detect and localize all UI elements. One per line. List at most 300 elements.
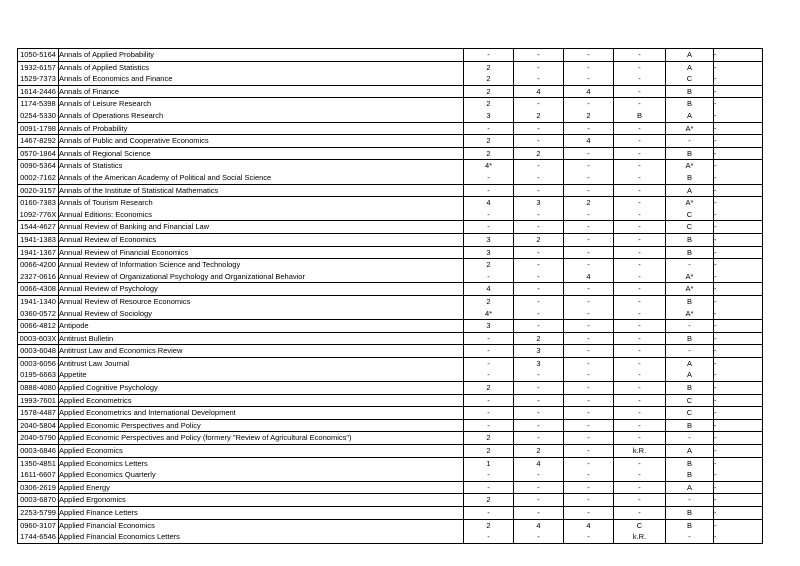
rating-cell: - bbox=[714, 320, 763, 333]
rating-cell: A* bbox=[666, 197, 714, 209]
table-row bbox=[18, 320, 763, 333]
rating-cell: - bbox=[564, 506, 614, 519]
rating-cell: 3 bbox=[464, 233, 514, 246]
rating-cell: 2 bbox=[464, 432, 514, 445]
rating-cell: - bbox=[614, 73, 666, 85]
rating-cell: 3 bbox=[464, 320, 514, 333]
rating-cell: - bbox=[564, 481, 614, 494]
issn-cell: 0160-7383 bbox=[20, 198, 56, 208]
journal-name-cell: Annual Review of Banking and Financial Law bbox=[59, 221, 464, 234]
rating-cell: 2 bbox=[464, 147, 514, 160]
rating-cell: - bbox=[564, 394, 614, 407]
rating-cell: - bbox=[564, 357, 614, 369]
rating-cell: - bbox=[514, 209, 564, 221]
journal-name-cell: Applied Cognitive Psychology bbox=[59, 382, 464, 395]
rating-cell: - bbox=[614, 98, 666, 110]
rating-cell: - bbox=[564, 332, 614, 345]
journal-name-cell: Annual Review of Psychology bbox=[59, 283, 464, 296]
rating-cell: B bbox=[666, 85, 714, 98]
rating-cell: - bbox=[614, 457, 666, 469]
rating-cell: - bbox=[614, 407, 666, 420]
rating-cell: B bbox=[666, 147, 714, 160]
journal-name-cell: Annals of Operations Research bbox=[59, 110, 464, 122]
issn-cell: 0066-4812 bbox=[18, 320, 59, 333]
table-row bbox=[18, 494, 763, 507]
rating-cell: C bbox=[614, 519, 666, 531]
rating-cell: - bbox=[564, 61, 614, 73]
issn-cell: 1092-776X bbox=[18, 209, 59, 221]
issn-cell: 1578-4487 bbox=[18, 407, 59, 420]
table-row bbox=[18, 345, 763, 358]
rating-cell: 2 bbox=[464, 259, 514, 271]
rating-cell: - bbox=[614, 147, 666, 160]
rating-cell: - bbox=[564, 531, 614, 543]
rating-cell: - bbox=[614, 506, 666, 519]
rating-cell: - bbox=[464, 49, 514, 62]
table-row bbox=[18, 283, 763, 296]
rating-cell: k.R. bbox=[614, 531, 666, 543]
rating-cell: - bbox=[514, 49, 564, 62]
table-row bbox=[18, 481, 763, 494]
journal-name-cell: Annals of Applied Probability bbox=[59, 49, 464, 62]
rating-cell: A bbox=[666, 369, 714, 381]
rating-cell: - bbox=[514, 61, 564, 73]
rating-cell: - bbox=[714, 369, 763, 381]
journal-name-cell: Applied Economic Perspectives and Policy (formery "Review of Agricultural Economics") bbox=[59, 432, 464, 445]
rating-cell: 4 bbox=[514, 457, 564, 469]
rating-cell: - bbox=[714, 432, 763, 445]
rating-cell: A bbox=[666, 184, 714, 197]
rating-cell: - bbox=[666, 320, 714, 333]
rating-cell: - bbox=[564, 49, 614, 62]
journal-name-cell: Applied Financial Economics Letters bbox=[59, 531, 464, 543]
rating-cell: - bbox=[464, 369, 514, 381]
issn-cell: 0195-6663 bbox=[18, 369, 59, 381]
journal-name-cell: Annals of Statistics bbox=[59, 160, 464, 172]
rating-cell: - bbox=[714, 246, 763, 259]
journal-name-cell: Annals of Leisure Research bbox=[59, 98, 464, 110]
journal-name-cell: Annals of the American Academy of Political and Social Science bbox=[59, 172, 464, 184]
table-row bbox=[18, 357, 763, 369]
rating-cell: - bbox=[464, 122, 514, 135]
rating-cell: - bbox=[614, 295, 666, 307]
rating-cell: - bbox=[564, 233, 614, 246]
journal-name-cell: Applied Econometrics and International Development bbox=[59, 407, 464, 420]
rating-cell: - bbox=[614, 307, 666, 319]
rating-cell: - bbox=[514, 407, 564, 420]
rating-cell: - bbox=[714, 332, 763, 345]
rating-cell: C bbox=[666, 209, 714, 221]
rating-cell: 4 bbox=[514, 85, 564, 98]
rating-cell: 4* bbox=[464, 307, 514, 319]
rating-cell: - bbox=[614, 494, 666, 507]
rating-cell: - bbox=[714, 519, 763, 531]
rating-cell: - bbox=[666, 531, 714, 543]
rating-cell: B bbox=[666, 295, 714, 307]
rating-cell: - bbox=[714, 295, 763, 307]
rating-cell: - bbox=[464, 172, 514, 184]
rating-cell: - bbox=[714, 49, 763, 62]
issn-cell: 1941-1367 bbox=[18, 246, 59, 259]
rating-cell: B bbox=[666, 332, 714, 345]
rating-cell: - bbox=[514, 160, 564, 172]
rating-cell: - bbox=[714, 394, 763, 407]
issn-cell: 0570-1864 bbox=[18, 147, 59, 160]
issn-cell: 1529-7373 bbox=[18, 73, 59, 85]
rating-cell: B bbox=[614, 110, 666, 122]
journal-name-cell: Appetite bbox=[59, 369, 464, 381]
rating-cell: - bbox=[714, 283, 763, 296]
rating-cell: - bbox=[614, 320, 666, 333]
table-row bbox=[18, 197, 763, 209]
rating-cell: A* bbox=[666, 122, 714, 135]
rating-cell: - bbox=[714, 135, 763, 148]
table-row bbox=[18, 531, 763, 543]
rating-cell: - bbox=[614, 160, 666, 172]
rating-cell: - bbox=[514, 531, 564, 543]
rating-cell: - bbox=[464, 506, 514, 519]
rating-cell: - bbox=[514, 295, 564, 307]
rating-cell: - bbox=[464, 345, 514, 358]
journal-name-cell: Applied Energy bbox=[59, 481, 464, 494]
rating-cell: - bbox=[514, 307, 564, 319]
rating-cell: C bbox=[666, 73, 714, 85]
rating-cell: - bbox=[564, 73, 614, 85]
rating-cell: - bbox=[714, 469, 763, 481]
table-row bbox=[18, 110, 763, 122]
table-row bbox=[18, 457, 763, 469]
rating-cell: - bbox=[714, 345, 763, 358]
rating-cell: A* bbox=[666, 160, 714, 172]
rating-cell: k.R. bbox=[614, 445, 666, 458]
rating-cell: - bbox=[714, 445, 763, 458]
rating-cell: - bbox=[564, 320, 614, 333]
rating-cell: - bbox=[514, 259, 564, 271]
journal-name-cell: Annual Review of Economics bbox=[59, 233, 464, 246]
rating-cell: A* bbox=[666, 307, 714, 319]
rating-cell: - bbox=[614, 135, 666, 148]
rating-cell: 4 bbox=[464, 283, 514, 296]
journal-name-cell: Annual Review of Information Science and Technology bbox=[59, 259, 464, 271]
journal-name-cell: Antitrust Bulletin bbox=[59, 332, 464, 345]
rating-cell: - bbox=[614, 233, 666, 246]
rating-cell: C bbox=[666, 394, 714, 407]
rating-cell: - bbox=[714, 259, 763, 271]
table-row bbox=[18, 233, 763, 246]
rating-cell: A bbox=[666, 357, 714, 369]
issn-cell: 1350-4851 bbox=[20, 458, 56, 468]
rating-cell: - bbox=[614, 221, 666, 234]
issn-cell: 1467-8292 bbox=[18, 135, 59, 148]
rating-cell: - bbox=[714, 85, 763, 98]
rating-cell: A bbox=[666, 445, 714, 458]
rating-cell: - bbox=[564, 382, 614, 395]
rating-cell: 4 bbox=[464, 197, 514, 209]
rating-cell: A bbox=[666, 61, 714, 73]
rating-cell: - bbox=[714, 221, 763, 234]
rating-cell: - bbox=[714, 531, 763, 543]
table-row bbox=[18, 469, 763, 481]
rating-cell: 2 bbox=[514, 332, 564, 345]
rating-cell: - bbox=[464, 357, 514, 369]
rating-cell: - bbox=[714, 209, 763, 221]
table-row bbox=[18, 98, 763, 110]
rating-cell: A bbox=[666, 49, 714, 62]
table-row bbox=[18, 85, 763, 98]
issn-cell: 0066-4308 bbox=[18, 283, 59, 296]
journal-table-body bbox=[18, 49, 763, 544]
table-row bbox=[18, 147, 763, 160]
rating-cell: - bbox=[714, 506, 763, 519]
rating-cell: - bbox=[614, 184, 666, 197]
rating-cell: - bbox=[666, 432, 714, 445]
rating-cell: 3 bbox=[514, 357, 564, 369]
rating-cell: - bbox=[714, 419, 763, 432]
rating-cell: 2 bbox=[514, 110, 564, 122]
issn-cell: 0002-7162 bbox=[18, 172, 59, 184]
rating-cell: - bbox=[714, 233, 763, 246]
rating-cell: 3 bbox=[514, 197, 564, 209]
rating-cell: - bbox=[564, 172, 614, 184]
table-row bbox=[18, 332, 763, 345]
issn-cell: 1993-7601 bbox=[18, 394, 59, 407]
rating-cell: - bbox=[464, 531, 514, 543]
issn-cell: 1941-1383 bbox=[18, 233, 59, 246]
rating-cell: - bbox=[514, 283, 564, 296]
rating-cell: - bbox=[614, 345, 666, 358]
rating-cell: - bbox=[714, 160, 763, 172]
rating-cell: - bbox=[714, 307, 763, 319]
rating-cell: 2 bbox=[564, 110, 614, 122]
rating-cell: B bbox=[666, 457, 714, 469]
rating-cell: - bbox=[714, 457, 763, 469]
issn-cell: 1941-1340 bbox=[20, 296, 56, 306]
rating-cell: - bbox=[464, 394, 514, 407]
rating-cell: - bbox=[464, 271, 514, 283]
rating-cell: B bbox=[666, 419, 714, 432]
rating-cell: C bbox=[666, 221, 714, 234]
rating-cell: - bbox=[714, 184, 763, 197]
table-row bbox=[18, 172, 763, 184]
rating-cell: - bbox=[614, 382, 666, 395]
rating-cell: - bbox=[714, 197, 763, 209]
rating-cell: - bbox=[514, 432, 564, 445]
table-row bbox=[18, 382, 763, 395]
table-row bbox=[18, 184, 763, 197]
rating-cell: - bbox=[714, 73, 763, 85]
journal-name-cell: Annals of Public and Cooperative Economics bbox=[59, 135, 464, 148]
issn-cell: 1544-4627 bbox=[18, 221, 59, 234]
rating-cell: 4 bbox=[514, 519, 564, 531]
rating-cell: - bbox=[514, 184, 564, 197]
rating-cell: 2 bbox=[514, 147, 564, 160]
rating-cell: 2 bbox=[514, 233, 564, 246]
table-row bbox=[18, 73, 763, 85]
rating-cell: - bbox=[564, 283, 614, 296]
rating-cell: - bbox=[614, 332, 666, 345]
rating-cell: - bbox=[666, 135, 714, 148]
table-row bbox=[18, 307, 763, 319]
rating-cell: - bbox=[514, 246, 564, 259]
rating-cell: 2 bbox=[464, 295, 514, 307]
journal-name-cell: Applied Financial Economics bbox=[59, 519, 464, 531]
issn-cell: 0003-6056 bbox=[20, 358, 56, 368]
rating-cell: - bbox=[714, 147, 763, 160]
rating-cell: - bbox=[714, 494, 763, 507]
issn-cell: 0003-6048 bbox=[18, 345, 59, 358]
issn-cell: 0360-0572 bbox=[18, 307, 59, 319]
issn-cell: 0306-2619 bbox=[18, 481, 59, 494]
journal-name-cell: Annals of Economics and Finance bbox=[59, 73, 464, 85]
rating-cell: - bbox=[714, 172, 763, 184]
rating-cell: - bbox=[714, 382, 763, 395]
rating-cell: - bbox=[614, 357, 666, 369]
rating-cell: 4* bbox=[464, 160, 514, 172]
rating-cell: B bbox=[666, 382, 714, 395]
rating-cell: - bbox=[614, 209, 666, 221]
journal-name-cell: Annals of the Institute of Statistical Mathematics bbox=[59, 184, 464, 197]
rating-cell: 4 bbox=[564, 519, 614, 531]
journal-name-cell: Annual Editions: Economics bbox=[59, 209, 464, 221]
rating-cell: - bbox=[564, 494, 614, 507]
rating-cell: - bbox=[666, 345, 714, 358]
issn-cell: 2040-5804 bbox=[18, 419, 59, 432]
rating-cell: - bbox=[564, 209, 614, 221]
rating-cell: 2 bbox=[464, 135, 514, 148]
rating-cell: - bbox=[564, 221, 614, 234]
issn-cell: 0254-5330 bbox=[18, 110, 59, 122]
rating-cell: - bbox=[666, 259, 714, 271]
rating-cell: - bbox=[614, 61, 666, 73]
table-row bbox=[18, 519, 763, 531]
rating-cell: - bbox=[514, 494, 564, 507]
rating-cell: - bbox=[514, 221, 564, 234]
journal-name-cell: Antitrust Law and Economics Review bbox=[59, 345, 464, 358]
rating-cell: 2 bbox=[464, 98, 514, 110]
issn-cell: 1614-2446 bbox=[18, 85, 59, 98]
rating-cell: - bbox=[564, 147, 614, 160]
issn-cell: 0066-4200 bbox=[20, 260, 56, 270]
rating-cell: - bbox=[514, 481, 564, 494]
table-row bbox=[18, 160, 763, 172]
table-row bbox=[18, 246, 763, 259]
rating-cell: B bbox=[666, 98, 714, 110]
table-row bbox=[18, 369, 763, 381]
rating-cell: 2 bbox=[564, 197, 614, 209]
rating-cell: 2 bbox=[464, 382, 514, 395]
rating-cell: B bbox=[666, 246, 714, 259]
issn-cell: 0091-1798 bbox=[18, 122, 59, 135]
issn-cell: 0003-603X bbox=[18, 332, 59, 345]
rating-cell: A* bbox=[666, 271, 714, 283]
table-row bbox=[18, 209, 763, 221]
rating-cell: - bbox=[514, 98, 564, 110]
rating-cell: - bbox=[464, 209, 514, 221]
issn-cell: 0003-6870 bbox=[18, 494, 59, 507]
rating-cell: A* bbox=[666, 283, 714, 296]
rating-cell: - bbox=[514, 73, 564, 85]
rating-cell: B bbox=[666, 172, 714, 184]
rating-cell: - bbox=[564, 445, 614, 458]
rating-cell: - bbox=[464, 469, 514, 481]
rating-cell: - bbox=[514, 394, 564, 407]
table-row bbox=[18, 407, 763, 420]
rating-cell: - bbox=[614, 469, 666, 481]
journal-name-cell: Antipode bbox=[59, 320, 464, 333]
rating-cell: - bbox=[514, 469, 564, 481]
journal-name-cell: Annual Review of Financial Economics bbox=[59, 246, 464, 259]
rating-cell: - bbox=[564, 432, 614, 445]
rating-cell: 2 bbox=[514, 445, 564, 458]
journal-name-cell: Annals of Probability bbox=[59, 122, 464, 135]
journal-ranking-table bbox=[17, 48, 763, 544]
journal-name-cell: Antitrust Law Journal bbox=[59, 357, 464, 369]
rating-cell: - bbox=[714, 407, 763, 420]
rating-cell: - bbox=[714, 481, 763, 494]
rating-cell: A bbox=[666, 481, 714, 494]
journal-name-cell: Applied Economics bbox=[59, 445, 464, 458]
journal-name-cell: Applied Economics Letters bbox=[59, 457, 464, 469]
rating-cell: - bbox=[614, 85, 666, 98]
rating-cell: - bbox=[564, 419, 614, 432]
rating-cell: 3 bbox=[464, 110, 514, 122]
rating-cell: - bbox=[564, 407, 614, 420]
rating-cell: - bbox=[714, 61, 763, 73]
issn-cell: 1174-5398 bbox=[20, 99, 56, 109]
rating-cell: 4 bbox=[564, 135, 614, 148]
rating-cell: - bbox=[564, 307, 614, 319]
issn-cell: 1744-6546 bbox=[18, 531, 59, 543]
rating-cell: - bbox=[514, 122, 564, 135]
table-row bbox=[18, 506, 763, 519]
rating-cell: - bbox=[614, 246, 666, 259]
table-row bbox=[18, 135, 763, 148]
rating-cell: - bbox=[514, 506, 564, 519]
rating-cell: - bbox=[564, 457, 614, 469]
rating-cell: B bbox=[666, 233, 714, 246]
rating-cell: B bbox=[666, 519, 714, 531]
journal-name-cell: Annals of Finance bbox=[59, 85, 464, 98]
issn-cell: 1611-6607 bbox=[18, 469, 59, 481]
rating-cell: 4 bbox=[564, 85, 614, 98]
issn-cell: 2040-5790 bbox=[18, 432, 59, 445]
rating-cell: - bbox=[564, 160, 614, 172]
rating-cell: B bbox=[666, 506, 714, 519]
rating-cell: A bbox=[666, 110, 714, 122]
rating-cell: - bbox=[714, 357, 763, 369]
rating-cell: - bbox=[514, 382, 564, 395]
rating-cell: - bbox=[464, 332, 514, 345]
rating-cell: - bbox=[714, 98, 763, 110]
table-row bbox=[18, 61, 763, 73]
rating-cell: - bbox=[614, 197, 666, 209]
journal-name-cell: Applied Econometrics bbox=[59, 394, 464, 407]
journal-name-cell: Annals of Regional Science bbox=[59, 147, 464, 160]
issn-cell: 0020-3157 bbox=[18, 184, 59, 197]
rating-cell: - bbox=[666, 494, 714, 507]
rating-cell: - bbox=[614, 259, 666, 271]
rating-cell: B bbox=[666, 469, 714, 481]
rating-cell: - bbox=[614, 49, 666, 62]
table-row bbox=[18, 49, 763, 62]
journal-name-cell: Annual Review of Resource Economics bbox=[59, 295, 464, 307]
rating-cell: - bbox=[564, 122, 614, 135]
rating-cell: - bbox=[614, 432, 666, 445]
rating-cell: - bbox=[614, 122, 666, 135]
rating-cell: - bbox=[564, 98, 614, 110]
rating-cell: - bbox=[464, 481, 514, 494]
rating-cell: - bbox=[464, 407, 514, 420]
